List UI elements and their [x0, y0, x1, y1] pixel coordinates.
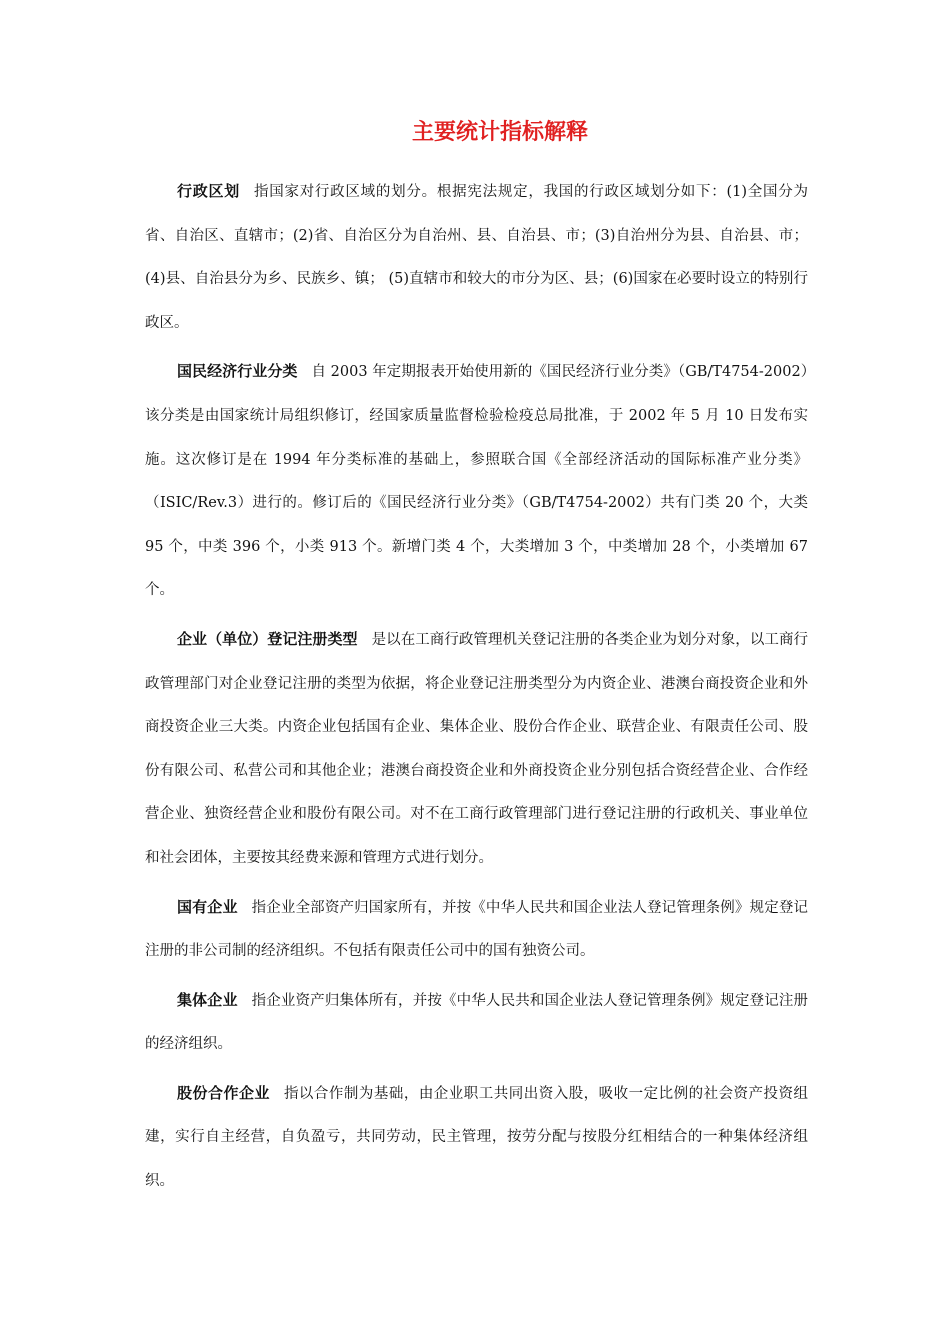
- term-heading: 股份合作企业: [177, 1083, 270, 1102]
- definition-text: 自 2003 年定期报表开始使用新的《国民经济行业分类》（GB/T4754-2002）该分类是由国家统计局组织修订，经国家质量监督检验检疫总局批准，于 2002 年 5 月 10 日发布实施。这次修订是在 1994 年分类标准的基础上，参照联合国《全部经济活动的国际标准产业分类》（ISIC/Rev.3）进行的。修订后的《国民经济行业分类》（GB/T4754-2002）共有门类 20 个，大类 95 个，中类 396 个，小类 913 个。新增门类 4 个，大类增加 3 个，中类增加 28 个，小类增加 67 个。: [145, 364, 808, 599]
- definition-text: 指国家对行政区域的划分。根据宪法规定，我国的行政区域划分如下：(1)全国分为省、自治区、直辖市；(2)省、自治区分为自治州、县、自治县、市；(3)自治州分为县、自治县、市；(4)县、自治县分为乡、民族乡、镇； (5)直辖市和较大的市分为区、县；(6)国家在必要时设立的特别行政区。: [145, 184, 808, 331]
- definition-text: 指企业全部资产归国家所有，并按《中华人民共和国企业法人登记管理条例》规定登记注册的非公司制的经济组织。不包括有限责任公司中的国有独资公司。: [145, 899, 808, 960]
- definition-paragraph-collective: [145, 979, 808, 1067]
- definition-paragraph-admin-division: [145, 170, 808, 345]
- definition-text: 指企业资产归集体所有，并按《中华人民共和国企业法人登记管理条例》规定登记注册的经济组织。: [145, 992, 808, 1053]
- definition-paragraph-state-owned: [145, 886, 808, 974]
- term-heading: 集体企业: [177, 990, 238, 1009]
- term-heading: 国有企业: [177, 897, 238, 916]
- document-body: [145, 170, 808, 1209]
- definition-paragraph-industry-classification: [145, 350, 808, 613]
- term-heading: 国民经济行业分类: [177, 362, 298, 381]
- document-title: 主要统计指标解释: [411, 120, 588, 145]
- definition-text: 是以在工商行政管理机关登记注册的各类企业为划分对象，以工商行政管理部门对企业登记注册的类型为依据，将企业登记注册类型分为内资企业、港澳台商投资企业和外商投资企业三大类。内资企业包括国有企业、集体企业、股份合作企业、联营企业、有限责任公司、股份有限公司、私营公司和其他企业；港澳台商投资企业和外商投资企业分别包括合资经营企业、合作经营企业、独资经营企业和股份有限公司。对不在工商行政管理部门进行登记注册的行政机关、事业单位和社会团体，主要按其经费来源和管理方式进行划分。: [145, 631, 808, 866]
- term-heading: 行政区划: [177, 182, 240, 200]
- definition-paragraph-joint-stock-cooperative: [145, 1072, 808, 1204]
- term-heading: 企业（单位）登记注册类型: [177, 629, 358, 648]
- definition-paragraph-registration-type: [145, 618, 808, 881]
- definition-text: 指以合作制为基础，由企业职工共同出资入股，吸收一定比例的社会资产投资组建，实行自主经营，自负盈亏，共同劳动，民主管理，按劳分配与按股分红相结合的一种集体经济组织。: [145, 1085, 808, 1190]
